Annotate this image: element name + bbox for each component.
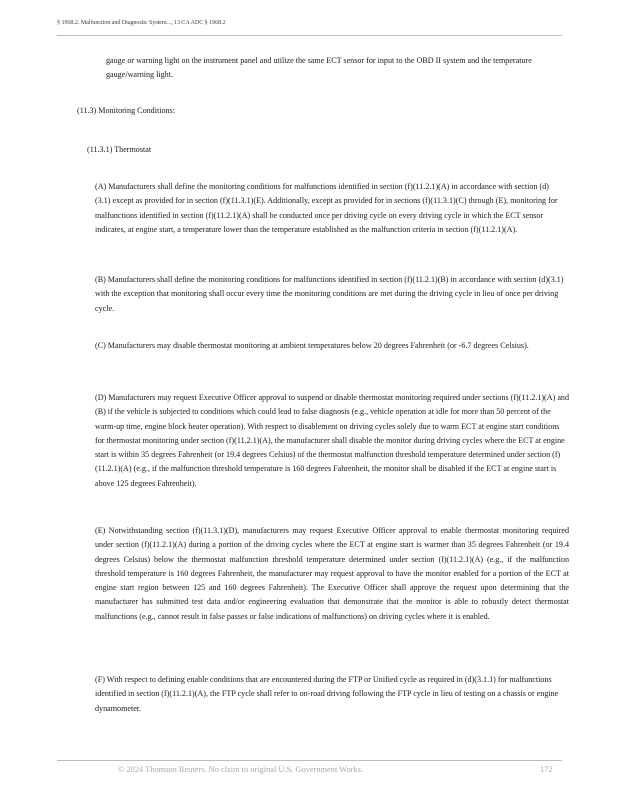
- paragraph-b: (B) Manufacturers shall define the monitoring conditions for malfunctions identified in section (f)(11.2.1)(B) in accordance with section (d)(3.1) with the exception that monitoring shall occur every time the monitoring conditions are met during the driving cycle in lieu of once per driving cycle.: [95, 275, 564, 313]
- subsection-heading: (11.3.1) Thermostat: [87, 145, 152, 154]
- continuation-paragraph: gauge or warning light on the instrument panel and utilize the same ECT sensor for input to the OBD II system and the temperature gauge/warning light.: [106, 56, 532, 80]
- running-header: § 1968.2. Malfunction and Diagnostic System..., 13 CA ADC § 1968.2: [57, 19, 226, 26]
- paragraph-e: (E) Notwithstanding section (f)(11.3.1)(D), manufacturers may request Executive Officer approval to enable thermostat monitoring required under section (f)(11.2.1)(A) during a portion of the driving cycles where the ECT at engine start is warmer than 35 degrees Fahrenheit (or 19.4 degrees Celsius) below the thermostat malfunction threshold temperature determined under section (f)(11.2.1)(A) (e.g., if the malfunction threshold temperature is 160 degrees Fahrenheit, the manufacturer may request approval to have the monitor enabled for a portion of the ECT at engine start region between 125 and 160 degrees Fahrenheit). The Executive Officer shall approve the request upon determining that the manufacturer has submitted test data and/or engineering evaluation that demonstrate that the monitor is able to robustly detect thermostat malfunctions (e.g., cannot result in false passes or false indications of malfunctions) on driving cycles where it is enabled.: [95, 526, 569, 621]
- paragraph-d: (D) Manufacturers may request Executive Officer approval to suspend or disable thermostat monitoring required under sections (f)(11.2.1)(A) and (B) if the vehicle is subjected to conditions which could lead to false diagnosis (e.g., vehicle operation at idle for more than 50 percent of the warm-up time, engine block heater operation). With respect to disablement on driving cycles solely due to warm ECT at engine start conditions for thermostat monitoring under section (f)(11.2.1)(A), the manufacturer shall disable the monitor during driving cycles where the ECT at engine start is within 35 degrees Fahrenheit (or 19.4 degrees Celsius) of the thermostat malfunction threshold temperature determined under section (f)(11.2.1)(A) (e.g., if the malfunction threshold temperature is 160 degrees Fahrenheit, the monitor shall be disabled if the ECT at engine start is above 125 degrees Fahrenheit).: [95, 393, 570, 488]
- paragraph-c: (C) Manufacturers may disable thermostat monitoring at ambient temperatures below 20 degrees Fahrenheit (or -6.7 degrees Celsius).: [95, 341, 529, 350]
- page-number: 172: [540, 765, 553, 774]
- footer-copyright: © 2024 Thomson Reuters. No claim to original U.S. Government Works.: [118, 765, 363, 774]
- header-divider: [57, 35, 562, 36]
- footer-divider: [57, 760, 562, 761]
- paragraph-a: (A) Manufacturers shall define the monitoring conditions for malfunctions identified in section (f)(11.2.1)(A) in accordance with section (d)(3.1) except as provided for in section (f)(11.3.1)(E). Additionally, except as provided for in sections (f)(11.3.1)(C) through (E), monitoring for malfunctions identified in section (f)(11.2.1)(A) shall be conducted once per driving cycle on every driving cycle in which the ECT sensor indicates, at engine start, a temperature lower than the temperature established as the malfunction criteria in section (f)(11.2.1)(A).: [95, 182, 558, 234]
- paragraph-f: (F) With respect to defining enable conditions that are encountered during the FTP or Unified cycle as required in (d)(3.1.1) for malfunctions identified in section (f)(11.2.1)(A), the FTP cycle shall refer to on-road driving following the FTP cycle in lieu of testing on a chassis or engine dynamometer.: [95, 675, 559, 713]
- section-heading: (11.3) Monitoring Conditions:: [77, 106, 175, 115]
